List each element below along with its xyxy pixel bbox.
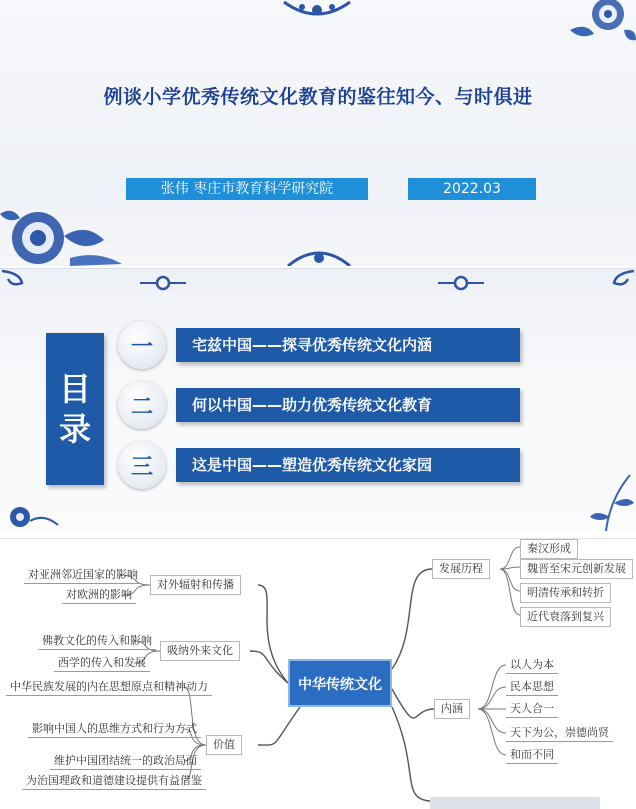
leaf-node[interactable]: 天人合一: [506, 701, 558, 718]
leaf-node[interactable]: 影响中国人的思维方式和行为方式: [28, 721, 201, 738]
leaf-node[interactable]: 中华民族发展的内在思想原点和精神动力: [6, 679, 212, 696]
leaf-node[interactable]: 维护中国团结统一的政治局面: [50, 753, 201, 770]
page-title: 例谈小学优秀传统文化教育的鉴往知今、与时俱进: [103, 86, 533, 108]
corner-scroll-icon: [596, 269, 636, 295]
corner-scroll-icon: [0, 269, 40, 295]
blue-ornament-icon: [282, 0, 352, 22]
contents-slide: [0, 268, 636, 531]
leaf-node[interactable]: 秦汉形成: [520, 539, 578, 559]
chapter-number-badge: 一: [118, 321, 166, 369]
branch-node-history[interactable]: 发展历程: [432, 559, 490, 579]
leaf-node[interactable]: 明清传承和转折: [520, 583, 611, 603]
toc-item-1[interactable]: 宅兹中国——探寻优秀传统文化内涵: [176, 328, 520, 362]
blue-ornament-icon: [286, 244, 352, 266]
contents-heading-char: 目: [58, 370, 91, 408]
contents-heading: [46, 333, 104, 485]
leaf-node[interactable]: 西学的传入和发展: [54, 655, 150, 672]
mind-map: [0, 538, 636, 809]
toc-item-2[interactable]: 何以中国——助力优秀传统文化教育: [176, 388, 520, 422]
contents-heading-char: 录: [58, 410, 91, 448]
leaf-node[interactable]: 和而不同: [506, 747, 558, 764]
leaf-node[interactable]: 魏晋至宋元创新发展: [520, 559, 633, 579]
mind-map-center-node[interactable]: 中华传统文化: [288, 659, 392, 707]
branch-node-absorb-foreign[interactable]: 吸纳外来文化: [160, 641, 240, 661]
chapter-number-badge: 二: [118, 381, 166, 429]
chapter-number-badge: 三: [118, 441, 166, 489]
leaf-node[interactable]: 以人为本: [506, 657, 558, 674]
toc-item-3[interactable]: 这是中国——塑造优秀传统文化家园: [176, 448, 520, 482]
leaf-node[interactable]: 天下为公，崇德尚贤: [506, 725, 613, 742]
leaf-node[interactable]: 对亚洲邻近国家的影响: [24, 567, 142, 584]
plum-blossom-icon: [0, 491, 60, 531]
peony-flower-icon: [0, 196, 130, 266]
cloud-scroll-icon: [138, 275, 188, 291]
leaf-node[interactable]: 佛教文化的传入和影响: [38, 633, 156, 650]
leaf-node[interactable]: 对欧洲的影响: [62, 587, 136, 604]
branch-node-connotation[interactable]: 内涵: [434, 699, 470, 719]
author-bar: 张伟 枣庄市教育科学研究院: [126, 178, 368, 200]
partial-node: [430, 797, 600, 809]
bamboo-leaf-icon: [586, 469, 636, 531]
cloud-scroll-icon: [436, 275, 486, 291]
peony-flower-icon: [560, 0, 636, 44]
title-slide: [0, 0, 636, 266]
leaf-node[interactable]: 近代衰落到复兴: [520, 607, 611, 627]
date-bar: 2022.03: [408, 178, 536, 200]
leaf-node[interactable]: 为治国理政和道德建设提供有益借鉴: [22, 773, 206, 790]
branch-node-outward-spread[interactable]: 对外辐射和传播: [150, 575, 241, 595]
leaf-node[interactable]: 民本思想: [506, 679, 558, 696]
branch-node-value[interactable]: 价值: [206, 735, 242, 755]
